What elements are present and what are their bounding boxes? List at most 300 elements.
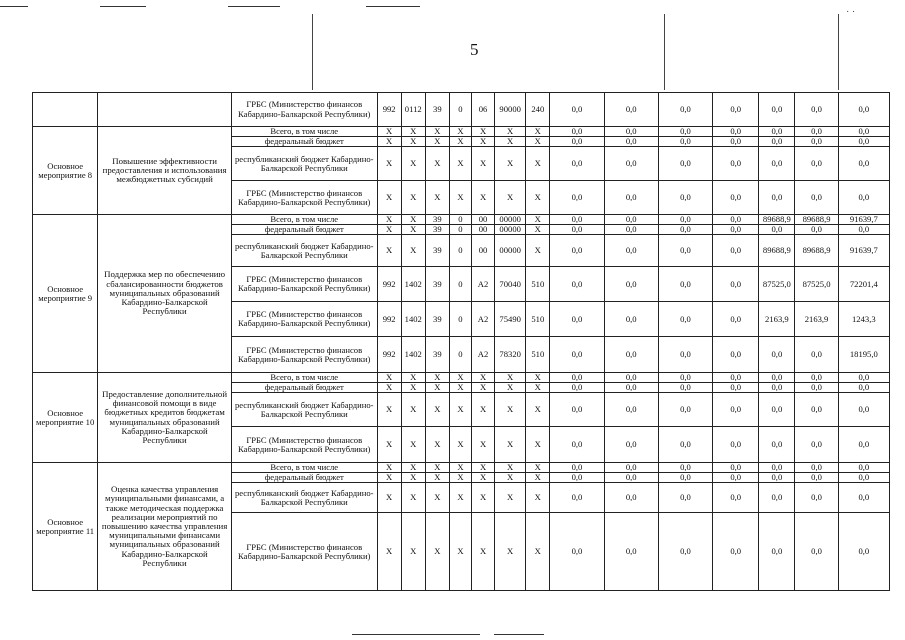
budget-code-cell: А2 [472,267,495,302]
budget-code-cell: 992 [377,267,401,302]
budget-code-cell: Х [472,383,495,393]
amount-cell: 0,0 [795,393,838,427]
budget-code-cell: Х [425,483,449,513]
budget-code-cell: Х [377,393,401,427]
amount-cell: 0,0 [838,127,889,137]
amount-cell: 91639,7 [838,215,889,225]
amount-cell: 0,0 [713,463,759,473]
budget-code-cell: Х [472,463,495,473]
budget-code-cell: 39 [425,235,449,267]
amount-cell: 0,0 [658,473,712,483]
budget-code-cell: Х [425,373,449,383]
budget-code-cell: 70040 [495,267,526,302]
amount-cell: 89688,9 [759,235,795,267]
table-row [33,215,890,225]
amount-cell: 0,0 [759,373,795,383]
budget-code-cell: Х [449,473,471,483]
budget-code-cell: Х [425,393,449,427]
funding-source: республиканский бюджет Кабардино-Балкарской Республики [231,483,377,513]
budget-code-cell: Х [526,215,550,225]
budget-code-cell: Х [377,513,401,591]
budget-code-cell: 90000 [495,93,526,127]
amount-cell: 0,0 [838,383,889,393]
budget-code-cell: Х [526,137,550,147]
budget-code-cell: 39 [425,337,449,373]
event-label: Основное мероприятие 10 [33,373,98,463]
budget-code-cell: Х [425,473,449,483]
amount-cell: 0,0 [759,427,795,463]
amount-cell: 0,0 [838,393,889,427]
budget-code-cell: Х [495,383,526,393]
budget-code-cell: Х [526,483,550,513]
budget-code-cell: Х [526,463,550,473]
amount-cell: 0,0 [795,337,838,373]
budget-code-cell: 240 [526,93,550,127]
budget-code-cell: Х [401,235,425,267]
scan-mark [352,634,480,635]
funding-source: Всего, в том числе [231,373,377,383]
budget-code-cell: Х [526,393,550,427]
amount-cell: 0,0 [550,127,604,137]
amount-cell: 0,0 [658,93,712,127]
budget-code-cell: Х [401,463,425,473]
budget-code-cell: 00000 [495,215,526,225]
budget-code-cell: 510 [526,302,550,337]
funding-source: республиканский бюджет Кабардино-Балкарской Республики [231,393,377,427]
amount-cell: 0,0 [838,181,889,215]
budget-code-cell: Х [495,181,526,215]
budget-code-cell: 39 [425,93,449,127]
event-name [98,93,232,127]
amount-cell: 0,0 [759,513,795,591]
funding-source: ГРБС (Министерство финансов Кабардино-Балкарской Республики) [231,267,377,302]
funding-source: ГРБС (Министерство финансов Кабардино-Балкарской Республики) [231,181,377,215]
amount-cell: 0,0 [759,473,795,483]
amount-cell: 89688,9 [759,215,795,225]
amount-cell: 0,0 [795,373,838,383]
budget-code-cell: Х [472,181,495,215]
amount-cell: 2163,9 [759,302,795,337]
amount-cell: 0,0 [795,93,838,127]
budget-code-cell: 510 [526,267,550,302]
budget-code-cell: 1402 [401,302,425,337]
amount-cell: 0,0 [658,483,712,513]
budget-code-cell: Х [425,127,449,137]
amount-cell: 0,0 [658,137,712,147]
amount-cell: 0,0 [838,473,889,483]
budget-code-cell: Х [377,235,401,267]
amount-cell: 0,0 [550,267,604,302]
budget-code-cell: 992 [377,93,401,127]
budget-code-cell: Х [377,137,401,147]
budget-code-cell: Х [495,473,526,483]
budget-code-cell: Х [495,513,526,591]
amount-cell: 0,0 [713,337,759,373]
budget-code-cell: Х [526,147,550,181]
budget-code-cell: Х [449,463,471,473]
budget-code-cell: Х [377,383,401,393]
amount-cell: 1243,3 [838,302,889,337]
amount-cell: 0,0 [658,235,712,267]
funding-source: республиканский бюджет Кабардино-Балкарской Республики [231,235,377,267]
budget-code-cell: 0112 [401,93,425,127]
funding-source: ГРБС (Министерство финансов Кабардино-Балкарской Республики) [231,337,377,373]
amount-cell: 0,0 [550,235,604,267]
amount-cell: 0,0 [713,127,759,137]
amount-cell: 0,0 [658,302,712,337]
amount-cell: 0,0 [604,137,658,147]
budget-code-cell: Х [495,393,526,427]
budget-code-cell: 0 [449,225,471,235]
amount-cell: 89688,9 [795,235,838,267]
budget-code-cell: 1402 [401,267,425,302]
amount-cell: 0,0 [550,181,604,215]
amount-cell: 87525,0 [795,267,838,302]
amount-cell: 0,0 [604,463,658,473]
amount-cell: 0,0 [658,373,712,383]
amount-cell: 0,0 [759,127,795,137]
amount-cell: 0,0 [604,427,658,463]
amount-cell: 0,0 [658,215,712,225]
amount-cell: 0,0 [795,147,838,181]
budget-code-cell: Х [401,473,425,483]
budget-code-cell: Х [377,225,401,235]
amount-cell: 0,0 [838,137,889,147]
amount-cell: 0,0 [604,147,658,181]
amount-cell: 0,0 [658,225,712,235]
amount-cell: 0,0 [759,483,795,513]
amount-cell: 0,0 [550,137,604,147]
budget-code-cell: Х [472,513,495,591]
amount-cell: 0,0 [550,373,604,383]
funding-source: ГРБС (Министерство финансов Кабардино-Балкарской Республики) [231,93,377,127]
amount-cell: 0,0 [550,383,604,393]
event-label [33,93,98,127]
budget-code-cell: Х [526,127,550,137]
budget-code-cell: 510 [526,337,550,373]
amount-cell: 0,0 [759,181,795,215]
budget-code-cell: Х [401,147,425,181]
scan-mark [228,6,280,7]
budget-code-cell: 0 [449,235,471,267]
budget-code-cell: 39 [425,302,449,337]
amount-cell: 91639,7 [838,235,889,267]
amount-cell: 0,0 [713,302,759,337]
amount-cell: 0,0 [604,483,658,513]
budget-code-cell: 00000 [495,225,526,235]
amount-cell: 0,0 [795,383,838,393]
amount-cell: 0,0 [658,147,712,181]
budget-code-cell: Х [526,513,550,591]
amount-cell: 18195,0 [838,337,889,373]
amount-cell: 0,0 [759,137,795,147]
budget-code-cell: Х [401,393,425,427]
budget-code-cell: Х [472,483,495,513]
amount-cell: 0,0 [713,235,759,267]
scan-mark [0,6,28,7]
budget-code-cell: 00 [472,225,495,235]
budget-code-cell: 00000 [495,235,526,267]
budget-code-cell: Х [472,147,495,181]
budget-code-cell: 39 [425,225,449,235]
scan-mark [366,6,420,7]
budget-code-cell: Х [495,427,526,463]
budget-code-cell: Х [401,225,425,235]
amount-cell: 0,0 [658,513,712,591]
amount-cell: 0,0 [759,337,795,373]
amount-cell: 0,0 [838,483,889,513]
budget-code-cell: Х [472,393,495,427]
budget-code-cell: Х [495,137,526,147]
table-row [33,463,890,473]
budget-code-cell: Х [377,215,401,225]
amount-cell: 0,0 [713,215,759,225]
budget-code-cell: Х [449,483,471,513]
budget-code-cell: Х [425,181,449,215]
column-guide-line [664,14,665,90]
amount-cell: 0,0 [550,93,604,127]
event-name: Оценка качества управления муниципальными финансами, а также методическая поддержка реализации мероприятий по повышению качества управления муниципальными финансами муниципальных образований Кабардино-Балкарской Республики [98,463,232,591]
amount-cell: 0,0 [713,225,759,235]
amount-cell: 0,0 [713,393,759,427]
budget-code-cell: Х [377,373,401,383]
scan-mark [494,634,544,635]
budget-table [32,92,890,591]
budget-code-cell: Х [377,463,401,473]
budget-code-cell: 75490 [495,302,526,337]
amount-cell: 0,0 [713,181,759,215]
scan-dots: ˙ ˙ [846,10,856,21]
funding-source: ГРБС (Министерство финансов Кабардино-Балкарской Республики) [231,427,377,463]
budget-code-cell: Х [377,147,401,181]
amount-cell: 0,0 [795,483,838,513]
amount-cell: 0,0 [604,302,658,337]
amount-cell: 0,0 [604,393,658,427]
budget-code-cell: Х [425,427,449,463]
funding-source: республиканский бюджет Кабардино-Балкарской Республики [231,147,377,181]
amount-cell: 0,0 [550,147,604,181]
amount-cell: 0,0 [713,427,759,463]
amount-cell: 0,0 [838,225,889,235]
budget-code-cell: Х [472,137,495,147]
budget-code-cell: Х [526,181,550,215]
amount-cell: 0,0 [713,383,759,393]
budget-code-cell: Х [449,147,471,181]
budget-code-cell: Х [472,373,495,383]
amount-cell: 0,0 [604,225,658,235]
budget-code-cell: Х [425,463,449,473]
funding-source: федеральный бюджет [231,225,377,235]
budget-code-cell: Х [401,137,425,147]
amount-cell: 0,0 [759,147,795,181]
budget-code-cell: 0 [449,337,471,373]
budget-code-cell: Х [377,127,401,137]
budget-code-cell: Х [425,513,449,591]
budget-code-cell: Х [377,473,401,483]
amount-cell: 0,0 [838,463,889,473]
budget-code-cell: Х [377,483,401,513]
budget-code-cell: Х [449,383,471,393]
budget-code-cell: Х [495,373,526,383]
budget-code-cell: Х [449,513,471,591]
amount-cell: 0,0 [795,225,838,235]
amount-cell: 0,0 [713,147,759,181]
event-label: Основное мероприятие 9 [33,215,98,373]
budget-code-cell: Х [495,147,526,181]
budget-code-cell: Х [472,127,495,137]
amount-cell: 0,0 [759,225,795,235]
amount-cell: 0,0 [838,93,889,127]
amount-cell: 0,0 [604,127,658,137]
budget-code-cell: Х [425,137,449,147]
amount-cell: 0,0 [604,215,658,225]
amount-cell: 0,0 [550,302,604,337]
budget-code-cell: Х [425,147,449,181]
amount-cell: 0,0 [713,373,759,383]
column-guide-line [838,14,839,90]
event-label: Основное мероприятие 8 [33,127,98,215]
amount-cell: 0,0 [713,137,759,147]
budget-code-cell: Х [495,483,526,513]
amount-cell: 0,0 [604,513,658,591]
amount-cell: 0,0 [550,473,604,483]
budget-code-cell: Х [526,427,550,463]
budget-code-cell: 00 [472,215,495,225]
amount-cell: 0,0 [604,93,658,127]
table-row [33,93,890,127]
event-name: Поддержка мер по обеспечению сбалансированности бюджетов муниципальных образований Кабардино-Балкарской Республики [98,215,232,373]
amount-cell: 0,0 [604,383,658,393]
amount-cell: 0,0 [795,513,838,591]
budget-code-cell: Х [526,383,550,393]
budget-code-cell: Х [401,513,425,591]
budget-code-cell: Х [495,127,526,137]
amount-cell: 0,0 [658,181,712,215]
event-name: Повышение эффективности предоставления и использования межбюджетных субсидий [98,127,232,215]
amount-cell: 0,0 [604,181,658,215]
amount-cell: 0,0 [838,427,889,463]
amount-cell: 0,0 [795,463,838,473]
budget-code-cell: 992 [377,337,401,373]
funding-source: федеральный бюджет [231,137,377,147]
budget-code-cell: Х [526,235,550,267]
budget-code-cell: Х [449,427,471,463]
budget-code-cell: Х [401,373,425,383]
event-name: Предоставление дополнительной финансовой помощи в виде бюджетных кредитов бюджетам муниципальных образований Кабардино-Балкарской Республики [98,373,232,463]
amount-cell: 0,0 [795,181,838,215]
budget-code-cell: Х [526,373,550,383]
amount-cell: 0,0 [759,393,795,427]
budget-code-cell: Х [526,473,550,483]
amount-cell: 0,0 [795,127,838,137]
table-row [33,127,890,137]
budget-code-cell: 992 [377,302,401,337]
budget-code-cell: Х [401,383,425,393]
funding-source: ГРБС (Министерство финансов Кабардино-Балкарской Республики) [231,302,377,337]
amount-cell: 0,0 [759,463,795,473]
amount-cell: 0,0 [838,147,889,181]
amount-cell: 0,0 [713,267,759,302]
amount-cell: 0,0 [658,427,712,463]
budget-code-cell: А2 [472,302,495,337]
budget-code-cell: Х [449,127,471,137]
budget-code-cell: Х [425,383,449,393]
funding-source: Всего, в том числе [231,127,377,137]
amount-cell: 0,0 [658,127,712,137]
budget-code-cell: Х [449,137,471,147]
budget-code-cell: Х [401,127,425,137]
amount-cell: 0,0 [604,267,658,302]
budget-code-cell: 39 [425,215,449,225]
amount-cell: 0,0 [658,337,712,373]
amount-cell: 0,0 [795,137,838,147]
amount-cell: 2163,9 [795,302,838,337]
amount-cell: 0,0 [795,427,838,463]
budget-code-cell: Х [472,473,495,483]
amount-cell: 0,0 [713,473,759,483]
scan-mark [100,6,146,7]
column-guide-line [312,14,313,90]
amount-cell: 0,0 [604,473,658,483]
budget-code-cell: Х [449,373,471,383]
budget-code-cell: Х [449,181,471,215]
table-row [33,373,890,383]
amount-cell: 0,0 [658,393,712,427]
budget-code-cell: 0 [449,93,471,127]
amount-cell: 0,0 [658,267,712,302]
amount-cell: 0,0 [658,463,712,473]
amount-cell: 0,0 [550,393,604,427]
amount-cell: 0,0 [795,473,838,483]
amount-cell: 0,0 [550,463,604,473]
amount-cell: 0,0 [550,215,604,225]
funding-source: федеральный бюджет [231,473,377,483]
budget-code-cell: 1402 [401,337,425,373]
amount-cell: 0,0 [550,483,604,513]
amount-cell: 72201,4 [838,267,889,302]
funding-source: Всего, в том числе [231,463,377,473]
budget-code-cell: 0 [449,302,471,337]
budget-code-cell: 06 [472,93,495,127]
budget-code-cell: Х [495,463,526,473]
budget-code-cell: А2 [472,337,495,373]
amount-cell: 87525,0 [759,267,795,302]
budget-code-cell: Х [377,181,401,215]
funding-source: федеральный бюджет [231,383,377,393]
budget-code-cell: Х [449,393,471,427]
amount-cell: 0,0 [550,337,604,373]
budget-code-cell: 0 [449,267,471,302]
amount-cell: 0,0 [838,513,889,591]
budget-code-cell: 0 [449,215,471,225]
amount-cell: 0,0 [759,93,795,127]
amount-cell: 0,0 [838,373,889,383]
amount-cell: 0,0 [550,513,604,591]
amount-cell: 0,0 [759,383,795,393]
amount-cell: 0,0 [658,383,712,393]
amount-cell: 0,0 [713,483,759,513]
amount-cell: 0,0 [713,513,759,591]
budget-table-body [33,93,890,591]
amount-cell: 0,0 [604,373,658,383]
budget-code-cell: Х [401,483,425,513]
amount-cell: 0,0 [550,427,604,463]
event-label: Основное мероприятие 11 [33,463,98,591]
budget-code-cell: Х [472,427,495,463]
budget-code-cell: Х [401,427,425,463]
amount-cell: 0,0 [713,93,759,127]
budget-code-cell: 00 [472,235,495,267]
